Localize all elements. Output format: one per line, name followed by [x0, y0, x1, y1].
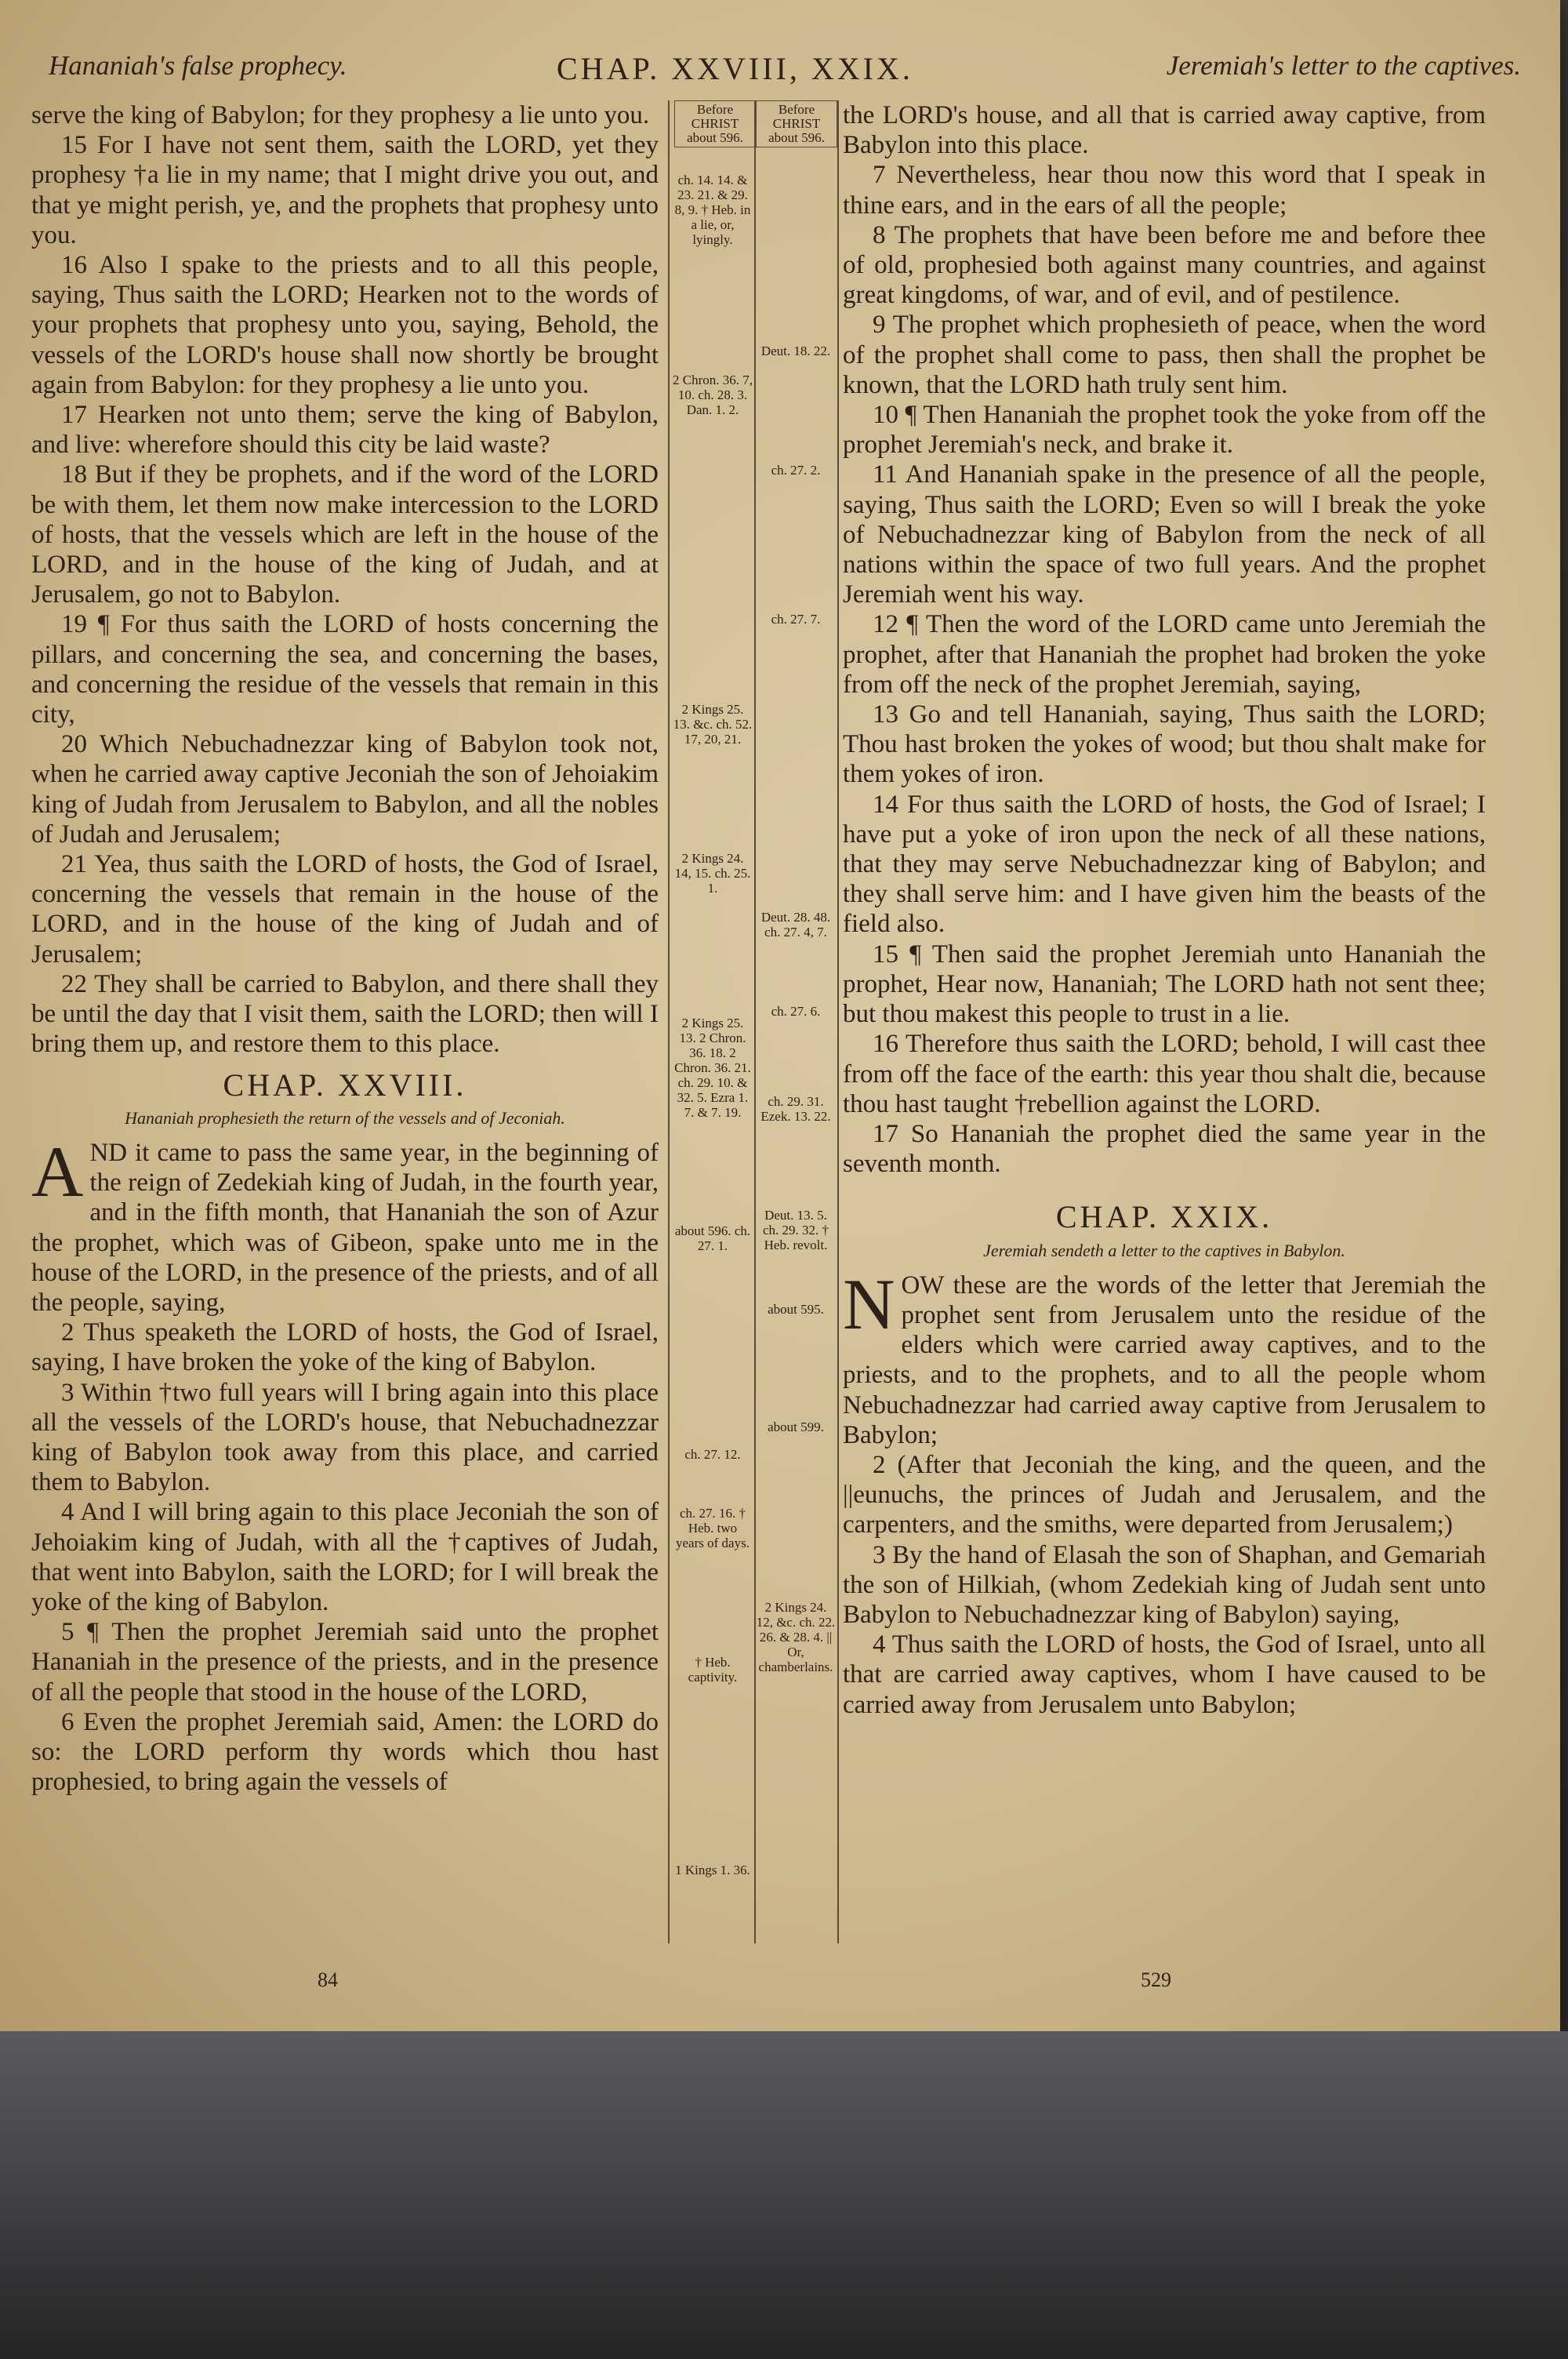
- margin-note: ch. 27. 16. † Heb. two years of days.: [676, 1506, 750, 1550]
- margin-note: Deut. 18. 22.: [760, 343, 831, 358]
- verse: 10 ¶ Then Hananiah the prophet took the yoke from off the prophet Jeremiah's neck, and brake it.: [843, 401, 1486, 460]
- margin-note: 2 Kings 25. 13. 2 Chron. 36. 18. 2 Chron. 36. 21. ch. 29. 10. & 32. 5. Ezra 1. 7. & 7. 19.: [674, 1016, 751, 1120]
- margin-note: ch. 27. 6.: [771, 1004, 821, 1019]
- verse-text: ND it came to pass the same year, in the beginning of the reign of Zedekiah king of Judah, in the fourth year, and in the fifth month, that Hananiah the son of Azur the prophet, which was of Gibeon, spake unto me in the house of the LORD, in the presence of the priests, and of all the people, saying,: [31, 1138, 659, 1317]
- column-rule: [668, 100, 670, 1943]
- margin-note: ch. 29. 31. Ezek. 13. 22.: [760, 1094, 831, 1124]
- chapter-summary: Hananiah prophesieth the return of the vessels and of Jeconiah.: [125, 1107, 565, 1128]
- left-column: [31, 100, 659, 1797]
- verse: 3 By the hand of Elasah the son of Shaphan, and Gemariah the son of Hilkiah, (whom Zedekiah king of Judah sent unto Babylon to Nebuchadnezzar king of Babylon) saying,: [843, 1540, 1486, 1629]
- header-left: Hananiah's false prophecy.: [49, 50, 347, 81]
- verse: 22 They shall be carried to Babylon, and there shall they be until the day that I visit them, saith the LORD; then will I bring them up, and restore them to this place.: [31, 969, 659, 1059]
- verse: serve the king of Babylon; for they prophesy a lie unto you.: [31, 101, 650, 129]
- verse: 15 For I have not sent them, saith the LORD, yet they prophesy †a lie in my name; that I might drive you out, and that ye might perish, ye, and the prophets that prophesy unto you.: [31, 131, 659, 249]
- verse: 4 And I will bring again to this place Jeconiah the son of Jehoiakim king of Judah, with all the †captives of Judah, that went into Babylon, saith the LORD; for I will break the yoke of the king of Babylon.: [31, 1498, 659, 1616]
- margin-note: ch. 27. 12.: [684, 1447, 741, 1462]
- margin-note: about 599.: [768, 1419, 824, 1434]
- verse: 15 ¶ Then said the prophet Jeremiah unto Hananiah the prophet, Hear now, Hananiah; The LORD hath not sent thee; but thou makest this people to trust in a lie.: [843, 940, 1486, 1029]
- verse: 19 ¶ For thus saith the LORD of hosts concerning the pillars, and concerning the sea, and concerning the bases, and concerning the residue of the vessels that remain in this city,: [31, 610, 659, 729]
- verse-text: OW these are the words of the letter that Jeremiah the prophet sent from Jerusalem unto the residue of the elders which were carried away captives, and to the priests, and to the prophets, and to all the people whom Nebuchadnezzar had carried away captive from Jerusalem to Babylon;: [843, 1270, 1486, 1449]
- chapter-summary: Jeremiah sendeth a letter to the captives in Babylon.: [983, 1240, 1345, 1260]
- margin-note: ch. 14. 14. & 23. 21. & 29. 8, 9. † Heb. in a lie, or, lyingly.: [674, 173, 751, 247]
- chapter-heading: CHAP. XXVIII.: [223, 1067, 467, 1103]
- page-number-left: 84: [318, 1968, 338, 1991]
- verse: 11 And Hananiah spake in the presence of all the people, saying, Thus saith the LORD; Even so will I break the yoke of Nebuchadnezzar king of Babylon from the neck of all nations within the space of two full years. And the prophet Jeremiah went his way.: [843, 460, 1486, 609]
- verse: 2 (After that Jeconiah the king, and the queen, and the ||eunuchs, the princes of Judah and Jerusalem, and the carpenters, and the smiths, were departed from Jerusalem;): [843, 1450, 1486, 1539]
- verse: [843, 1263, 1486, 1450]
- margin-note: ch. 27. 2.: [771, 463, 821, 478]
- page-number-right: 529: [1141, 1968, 1171, 1991]
- background-surface: [0, 2031, 1568, 2359]
- verse: 17 So Hananiah the prophet died the same year in the seventh month.: [843, 1119, 1486, 1179]
- verse: 16 Also I spake to the priests and to all this people, saying, Thus saith the LORD; Hearken not to the words of your prophets that prophesy unto you, saying, Behold, the vessels of the LORD's house shall now shortly be brought again from Babylon: for they prophesy a lie unto you.: [31, 251, 659, 399]
- header-right: Jeremiah's letter to the captives.: [1166, 50, 1521, 81]
- margin-note: 2 Chron. 36. 7, 10. ch. 28. 3. Dan. 1. 2.: [673, 373, 753, 417]
- verse: 21 Yea, thus saith the LORD of hosts, the God of Israel, concerning the vessels that remain in the house of the LORD, and in the house of the king of Judah and of Jerusalem;: [31, 850, 659, 969]
- chapter-heading: CHAP. XXIX.: [1055, 1199, 1273, 1235]
- column-rule: [837, 100, 839, 1943]
- verse: 5 ¶ Then the prophet Jeremiah said unto the prophet Hananiah in the presence of the priests, and in the presence of all the people that stood in the house of the LORD,: [31, 1618, 659, 1707]
- verse: 3 Within †two full years will I bring again into this place all the vessels of the LORD's house, that Nebuchadnezzar king of Babylon took away from this place, and carried them to Babylon.: [31, 1378, 659, 1497]
- margin-note: 1 Kings 1. 36.: [675, 1863, 750, 1877]
- verse: 2 Thus speaketh the LORD of hosts, the God of Israel, saying, I have broken the yoke of the king of Babylon.: [31, 1318, 659, 1377]
- margin-note: about 595.: [768, 1302, 824, 1317]
- header-center: CHAP. XXVIII, XXIX.: [557, 51, 913, 86]
- verse: 12 ¶ Then the word of the LORD came unto Jeremiah the prophet, after that Hananiah the prophet had broken the yoke from off the neck of the prophet Jeremiah, saying,: [843, 610, 1486, 699]
- margin-note: 2 Kings 24. 14, 15. ch. 25. 1.: [674, 851, 751, 896]
- verse: 13 Go and tell Hananiah, saying, Thus saith the LORD; Thou hast broken the yokes of wood; but thou shalt make for them yokes of iron.: [843, 700, 1486, 789]
- margin-header-left: Before CHRIST about 596.: [674, 100, 756, 147]
- verse: 9 The prophet which prophesieth of peace, when the word of the prophet shall come to pass, then shall the prophet be known, that the LORD hath truly sent him.: [843, 311, 1486, 399]
- drop-cap: N: [843, 1263, 895, 1344]
- verse: 18 But if they be prophets, and if the word of the LORD be with them, let them now make intercession to the LORD of hosts, that the vessels which are left in the house of the LORD, and in the house of the king of Judah, and at Jerusalem, go not to Babylon.: [31, 460, 659, 609]
- margin-note: about 596. ch. 27. 1.: [674, 1223, 751, 1253]
- margin-note: 2 Kings 25. 13. &c. ch. 52. 17, 20, 21.: [673, 702, 753, 747]
- verse: 14 For thus saith the LORD of hosts, the God of Israel; I have put a yoke of iron upon the neck of all these nations, that they may serve Nebuchadnezzar king of Babylon; and they shall serve him: and I have given him the beasts of the field also.: [843, 790, 1486, 939]
- verse: the LORD's house, and all that is carried away captive, from Babylon into this place.: [843, 101, 1486, 160]
- verse: 7 Nevertheless, hear thou now this word that I speak in thine ears, and in the ears of all the people;: [843, 161, 1486, 220]
- margin-header-right: Before CHRIST about 596.: [756, 100, 837, 147]
- verse: 6 Even the prophet Jeremiah said, Amen: the LORD do so: the LORD perform thy words which thou hast prophesied, to bring again the vessels of: [31, 1707, 659, 1797]
- margin-note: † Heb. captivity.: [688, 1655, 738, 1685]
- verse: 8 The prophets that have been before me and before thee of old, prophesied both against many countries, and against great kingdoms, of war, and of evil, and of pestilence.: [843, 220, 1486, 310]
- verse: [31, 1131, 659, 1318]
- verse: 17 Hearken not unto them; serve the king of Babylon, and live: wherefore should this city be laid waste?: [31, 401, 659, 460]
- verse: 4 Thus saith the LORD of hosts, the God of Israel, unto all that are carried away captives, whom I have caused to be carried away from Jerusalem unto Babylon;: [843, 1630, 1486, 1719]
- margin-note: Deut. 28. 48. ch. 27. 4, 7.: [760, 910, 831, 940]
- right-column: [843, 100, 1486, 1720]
- verse: 16 Therefore thus saith the LORD; behold, I will cast thee from off the face of the earth: this year thou shalt die, because thou hast taught †rebellion against the LORD.: [843, 1030, 1486, 1118]
- drop-cap: A: [31, 1131, 84, 1212]
- margin-note: Deut. 13. 5. ch. 29. 32. † Heb. revolt.: [762, 1208, 829, 1252]
- verse: 20 Which Nebuchadnezzar king of Babylon took not, when he carried away captive Jeconiah the son of Jehoiakim king of Judah from Jerusalem to Babylon, and all the nobles of Judah and Jerusalem;: [31, 730, 659, 849]
- margin-note: 2 Kings 24. 12, &c. ch. 22. 26. & 28. 4. || Or, chamberlains.: [756, 1600, 836, 1674]
- margin-note: ch. 27. 7.: [771, 612, 821, 627]
